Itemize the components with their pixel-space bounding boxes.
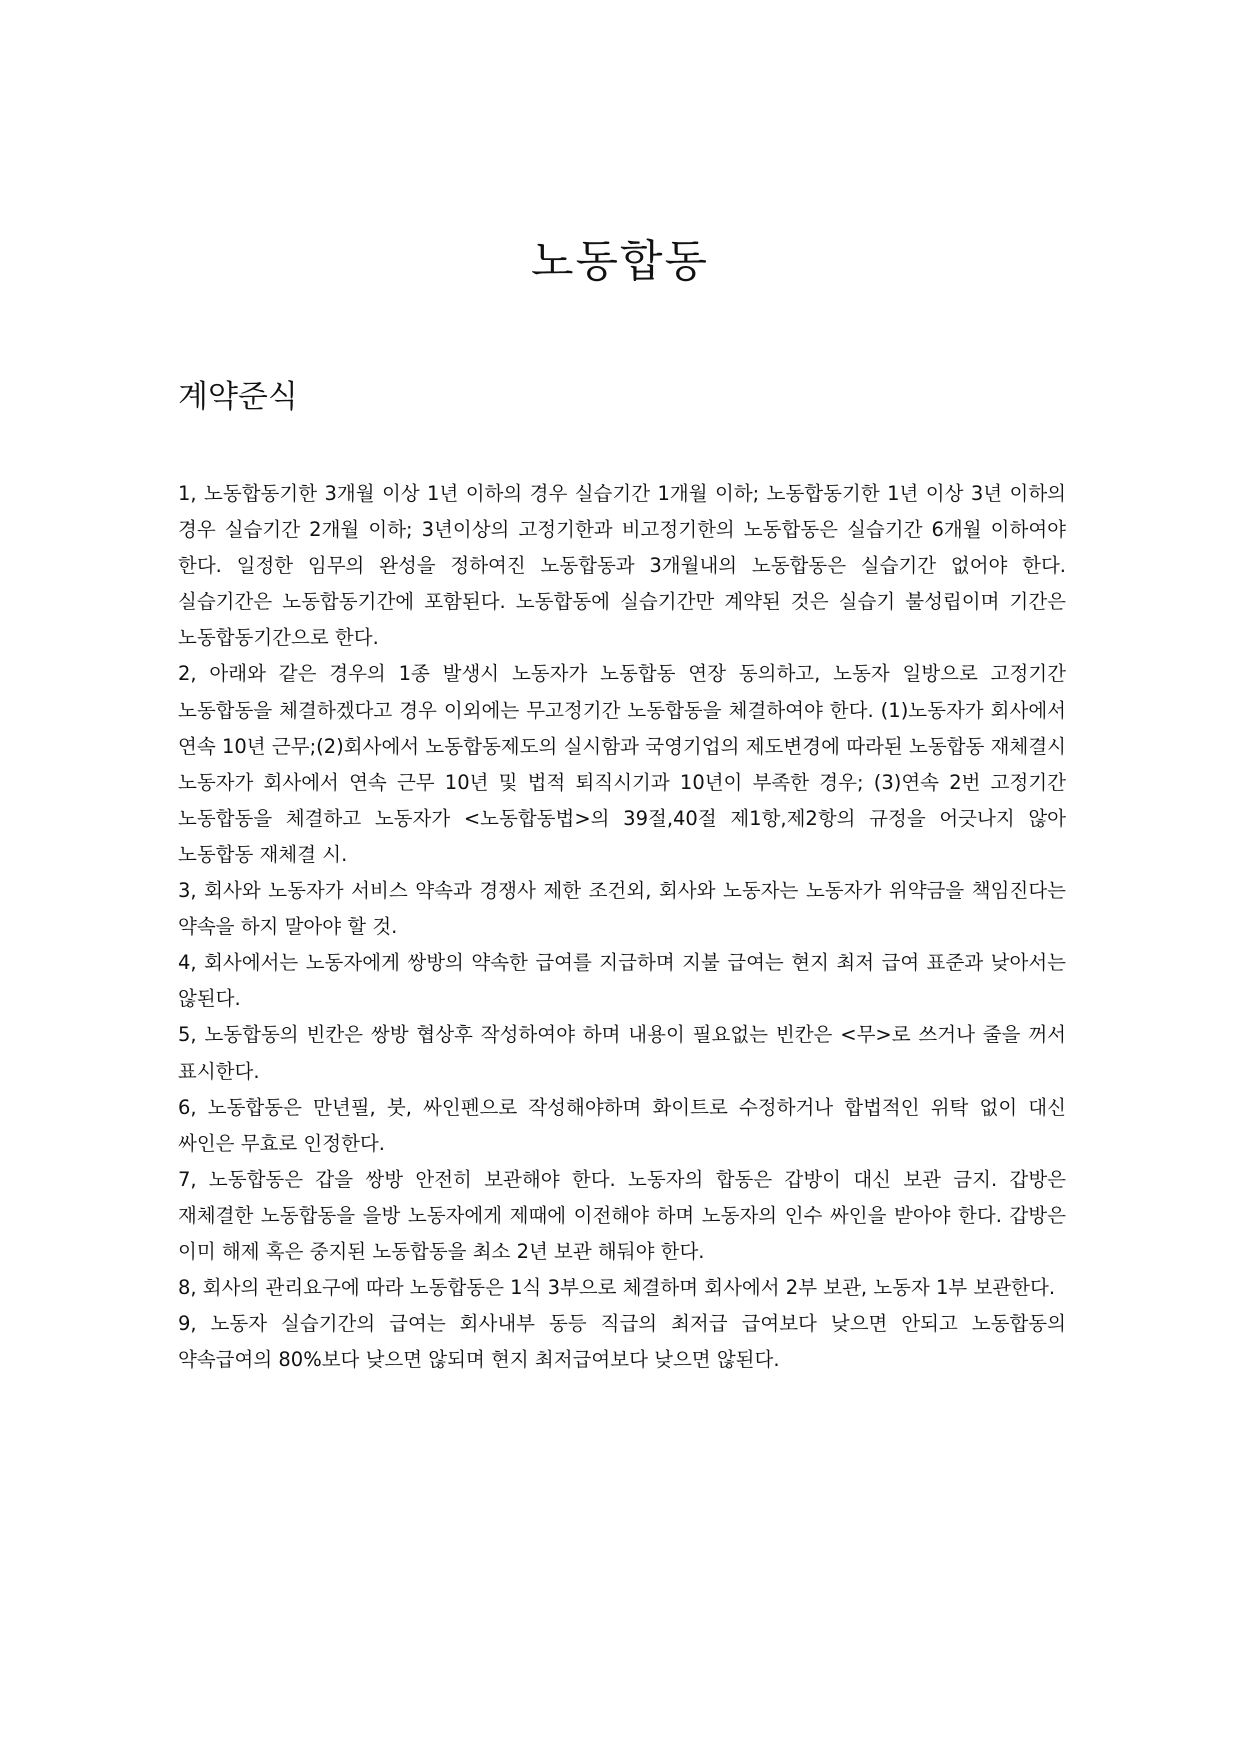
clause-4: 4, 회사에서는 노동자에게 쌍방의 약속한 급여를 지급하며 지불 급여는 현지 최저 급여 표준과 낮아서는 않된다. [178,951,1066,1011]
clause-8: 8, 회사의 관리요구에 따라 노동합동은 1식 3부으로 체결하며 회사에서 2부 보관, 노동자 1부 보관한다. [178,1276,1056,1300]
clause-2: 2, 아래와 같은 경우의 1종 발생시 노동자가 노동합동 연장 동의하고, 노동자 일방으로 고정기간 노동합동을 체결하겠다고 경우 이외에는 무고정기간 노동합동을 체결하여야 한다. (1)노동자가 회사에서 연속 10년 근무;(2)회사에서 노동합동제도의 실시함과 국영기업의 제도변경에 따라된 노동합동 재체결시 노동자가 회사에서 연속 근무 10년 및 법적 퇴직시기과 10년이 부족한 경우; (3)연속 2번 고정기간 노동합동을 체결하고 노동자가 <노동합동법>의 39절,40절 제1항,제2항의 규정을 어긋나지 않아 노동합동 재체결 시. [178,662,1066,866]
clause-7: 7, 노동합동은 갑을 쌍방 안전히 보관해야 한다. 노동자의 합동은 갑방이 대신 보관 금지. 갑방은 재체결한 노동합동을 을방 노동자에게 제때에 이전해야 하며 노동자의 인수 싸인을 받아야 한다. 갑방은 이미 해제 혹은 중지된 노동합동을 최소 2년 보관 해둬야 한다. [178,1167,1066,1263]
clause-6: 6, 노동합동은 만년필, 붓, 싸인펜으로 작성해야하며 화이트로 수정하거나 합법적인 위탁 없이 대신 싸인은 무효로 인정한다. [178,1095,1066,1155]
clause-1: 1, 노동합동기한 3개월 이상 1년 이하의 경우 실습기간 1개월 이하; 노동합동기한 1년 이상 3년 이하의 경우 실습기간 2개월 이하; 3년이상의 고정기한과 비고정기한의 노동합동은 실습기간 6개월 이하여야 한다. 일정한 임무의 완성을 정하여진 노동합동과 3개월내의 노동합동은 실습기간 없어야 한다. 실습기간은 노동합동기간에 포함된다. 노동합동에 실습기간만 계약된 것은 실습기 불성립이며 기간은 노동합동기간으로 한다. [178,482,1066,650]
clause-3: 3, 회사와 노동자가 서비스 약속과 경쟁사 제한 조건외, 회사와 노동자는 노동자가 위약금을 책임진다는 약속을 하지 말아야 할 것. [178,879,1066,939]
clause-5: 5, 노동합동의 빈칸은 쌍방 협상후 작성하여야 하며 내용이 필요없는 빈칸은 <무>로 쓰거나 줄을 꺼서 표시한다. [178,1023,1066,1083]
document-title: 노동합동 [530,236,709,287]
clause-9: 9, 노동자 실습기간의 급여는 회사내부 동등 직급의 최저급 급여보다 낮으면 안되고 노동합동의 약속급여의 80%보다 낮으면 않되며 현지 최저급여보다 낮으면 않된다. [178,1312,1066,1372]
section-heading: 계약준식 [178,379,298,415]
clause-list [178,476,1066,1378]
